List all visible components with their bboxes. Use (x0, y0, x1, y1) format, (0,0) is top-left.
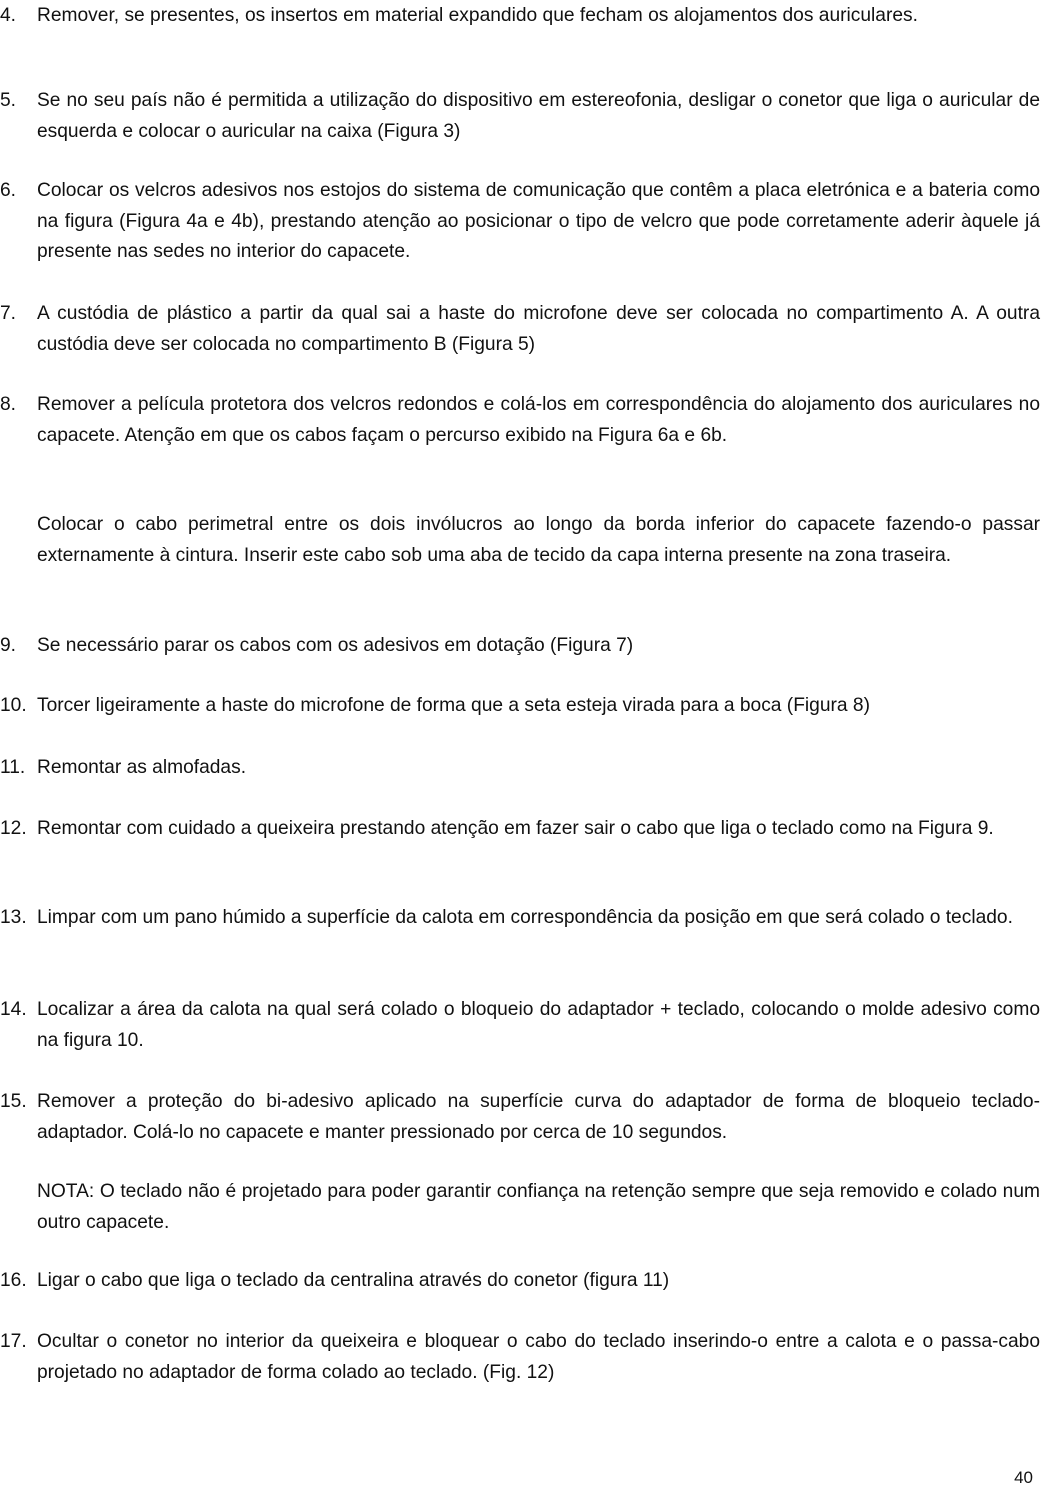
list-item (0, 1, 1040, 32)
item-text: Colocar o cabo perimetral entre os dois invólucros ao longo da borda inferior do capacete fazendo-o passar externamente à cintura. Inserir este cabo sob uma aba de tecido da capa interna presente na zona traseira. (37, 514, 1040, 566)
item-text: Limpar com um pano húmido a superfície da calota em correspondência da posição em que será colado o teclado. (37, 907, 1013, 928)
item-text: Se necessário parar os cabos com os adesivos em dotação (Figura 7) (37, 635, 634, 656)
item-text: Remover a proteção do bi-adesivo aplicado na superfície curva do adaptador de forma de bloqueio teclado-adaptador. Colá-lo no capacete e manter pressionado por cerca de 10 segundos. (37, 1091, 1040, 1143)
item-text: Localizar a área da calota na qual será colado o bloqueio do adaptador + teclado, colocando o molde adesivo como na figura 10. (37, 999, 1040, 1051)
list-item (0, 390, 1040, 451)
item-text: Torcer ligeiramente a haste do microfone de forma que a seta esteja virada para a boca (Figura 8) (37, 695, 870, 716)
list-item-continuation (0, 510, 1040, 571)
list-item (0, 753, 1040, 784)
item-number: 16. (0, 1270, 27, 1291)
item-number: 7. (0, 303, 17, 324)
item-number: 9. (0, 635, 17, 656)
item-number: 13. (0, 907, 27, 928)
item-number: 8. (0, 394, 17, 415)
item-number: 10. (0, 695, 27, 716)
list-item (0, 1266, 1040, 1297)
item-text: Se no seu país não é permitida a utilização do dispositivo em estereofonia, desligar o conetor que liga o auricular de esquerda e colocar o auricular na caixa (Figura 3) (37, 90, 1040, 142)
item-number: 5. (0, 90, 17, 111)
list-item (0, 176, 1040, 268)
item-number: 6. (0, 180, 17, 201)
item-text: Remontar com cuidado a queixeira prestando atenção em fazer sair o cabo que liga o teclado como na Figura 9. (37, 818, 994, 839)
list-item (0, 903, 1040, 934)
item-text: Ocultar o conetor no interior da queixeira e bloquear o cabo do teclado inserindo-o entre a calota e o passa-cabo projetado no adaptador de forma colado ao teclado. (Fig. 12) (37, 1331, 1040, 1383)
item-number: 14. (0, 999, 27, 1020)
item-number: 12. (0, 818, 27, 839)
page-number: 40 (1014, 1468, 1033, 1487)
item-text: Remover a película protetora dos velcros redondos e colá-los em correspondência do alojamento dos auriculares no capacete. Atenção em que os cabos façam o percurso exibido na Figura 6a e 6b. (37, 394, 1040, 446)
list-item (0, 631, 1040, 662)
item-number: 11. (0, 757, 26, 778)
list-item (0, 691, 1040, 722)
item-text: Remover, se presentes, os insertos em material expandido que fecham os alojamentos dos auriculares. (37, 5, 918, 26)
item-text: NOTA: O teclado não é projetado para poder garantir confiança na retenção sempre que seja removido e colado num outro capacete. (37, 1181, 1040, 1233)
list-item (0, 1087, 1040, 1148)
item-number: 4. (0, 5, 17, 26)
list-item (0, 1327, 1040, 1388)
item-text: Ligar o cabo que liga o teclado da centralina através do conetor (figura 11) (37, 1270, 670, 1291)
list-item (0, 86, 1040, 147)
item-number: 15. (0, 1091, 27, 1112)
item-number: 17. (0, 1331, 27, 1352)
list-item (0, 995, 1040, 1056)
item-text: Remontar as almofadas. (37, 757, 247, 778)
note-paragraph (0, 1177, 1040, 1238)
list-item (0, 299, 1040, 360)
item-text: Colocar os velcros adesivos nos estojos do sistema de comunicação que contêm a placa eletrónica e a bateria como na figura (Figura 4a e 4b), prestando atenção ao posicionar o tipo de velcro que pode corretamente aderir àquele já presente nas sedes no interior do capacete. (37, 180, 1040, 262)
item-text: A custódia de plástico a partir da qual sai a haste do microfone deve ser colocada no compartimento A. A outra custódia deve ser colocada no compartimento B (Figura 5) (37, 303, 1040, 355)
list-item (0, 814, 1040, 845)
